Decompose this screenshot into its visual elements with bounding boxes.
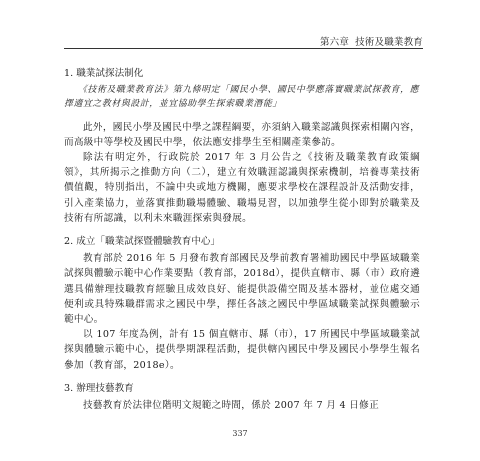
header-chapter-title: 技術及職業教育: [355, 37, 423, 48]
body-content: [64, 62, 420, 413]
section-heading: 3. 辦理技藝教育: [64, 382, 134, 394]
paragraph: 教育部於 2016 年 5 月發布教育部國民及學前教育署補助國民中學區域職業試探與體驗示範中心作業要點（教育部，2018d），提供直轄市、縣（市）政府遴選具備辦理技職教育經驗且成效良好、能提供設備空間及基本器材，並位處交通便利或具特殊職群需求之國民中學，擇任各該之國民中學區域職業試探與體驗示範中心。: [64, 253, 420, 326]
section-heading: 2. 成立「職業試探暨體驗教育中心」: [64, 236, 221, 248]
header-chapter: 第六章: [319, 37, 350, 48]
paragraph: 以 107 年度為例，計有 15 個直轄市、縣（市），17 所國民中學區域職業試探與體驗示範中心，提供學期課程活動，提供轄內國民中學及國民小學學生報名參加（教育部，2018e）。: [64, 329, 420, 371]
paragraph: 此外，國民小學及國民中學之課程綱要，亦須納入職業認識與探索相關內容，而高級中等學校及國民中學，依法應安排學生至相關產業參訪。: [64, 121, 420, 148]
page-number: 337: [232, 429, 248, 438]
section-heading: 1. 職業試探法制化: [64, 68, 144, 79]
running-header: [320, 34, 423, 48]
paragraph: 除法有明定外，行政院於 2017 年 3 月公告之《技術及職業教育政策綱領》，其所揭示之推動方向（二），建立有效職涯認識與探索機制，培養專業技術價值觀，特別指出，不論中央或地方機關，應要求學校在課程設計及活動安排，引入產業協力，並落實推動職場體驗、職場見習，以加強學生從小即對於職業及技術有所認識，以利未來職涯探索與發展。: [64, 152, 420, 224]
header-rule: [64, 48, 423, 49]
paragraph: 技藝教育於法律位階明文規範之時間，係於 2007 年 7 月 4 日修正: [83, 400, 379, 412]
section-quote: 《技術及職業教育法》第九條明定「國民小學、國民中學應落實職業試探教育，應擇適宜之教材與設計，並宜協助學生探索職業潛能」: [64, 85, 420, 110]
